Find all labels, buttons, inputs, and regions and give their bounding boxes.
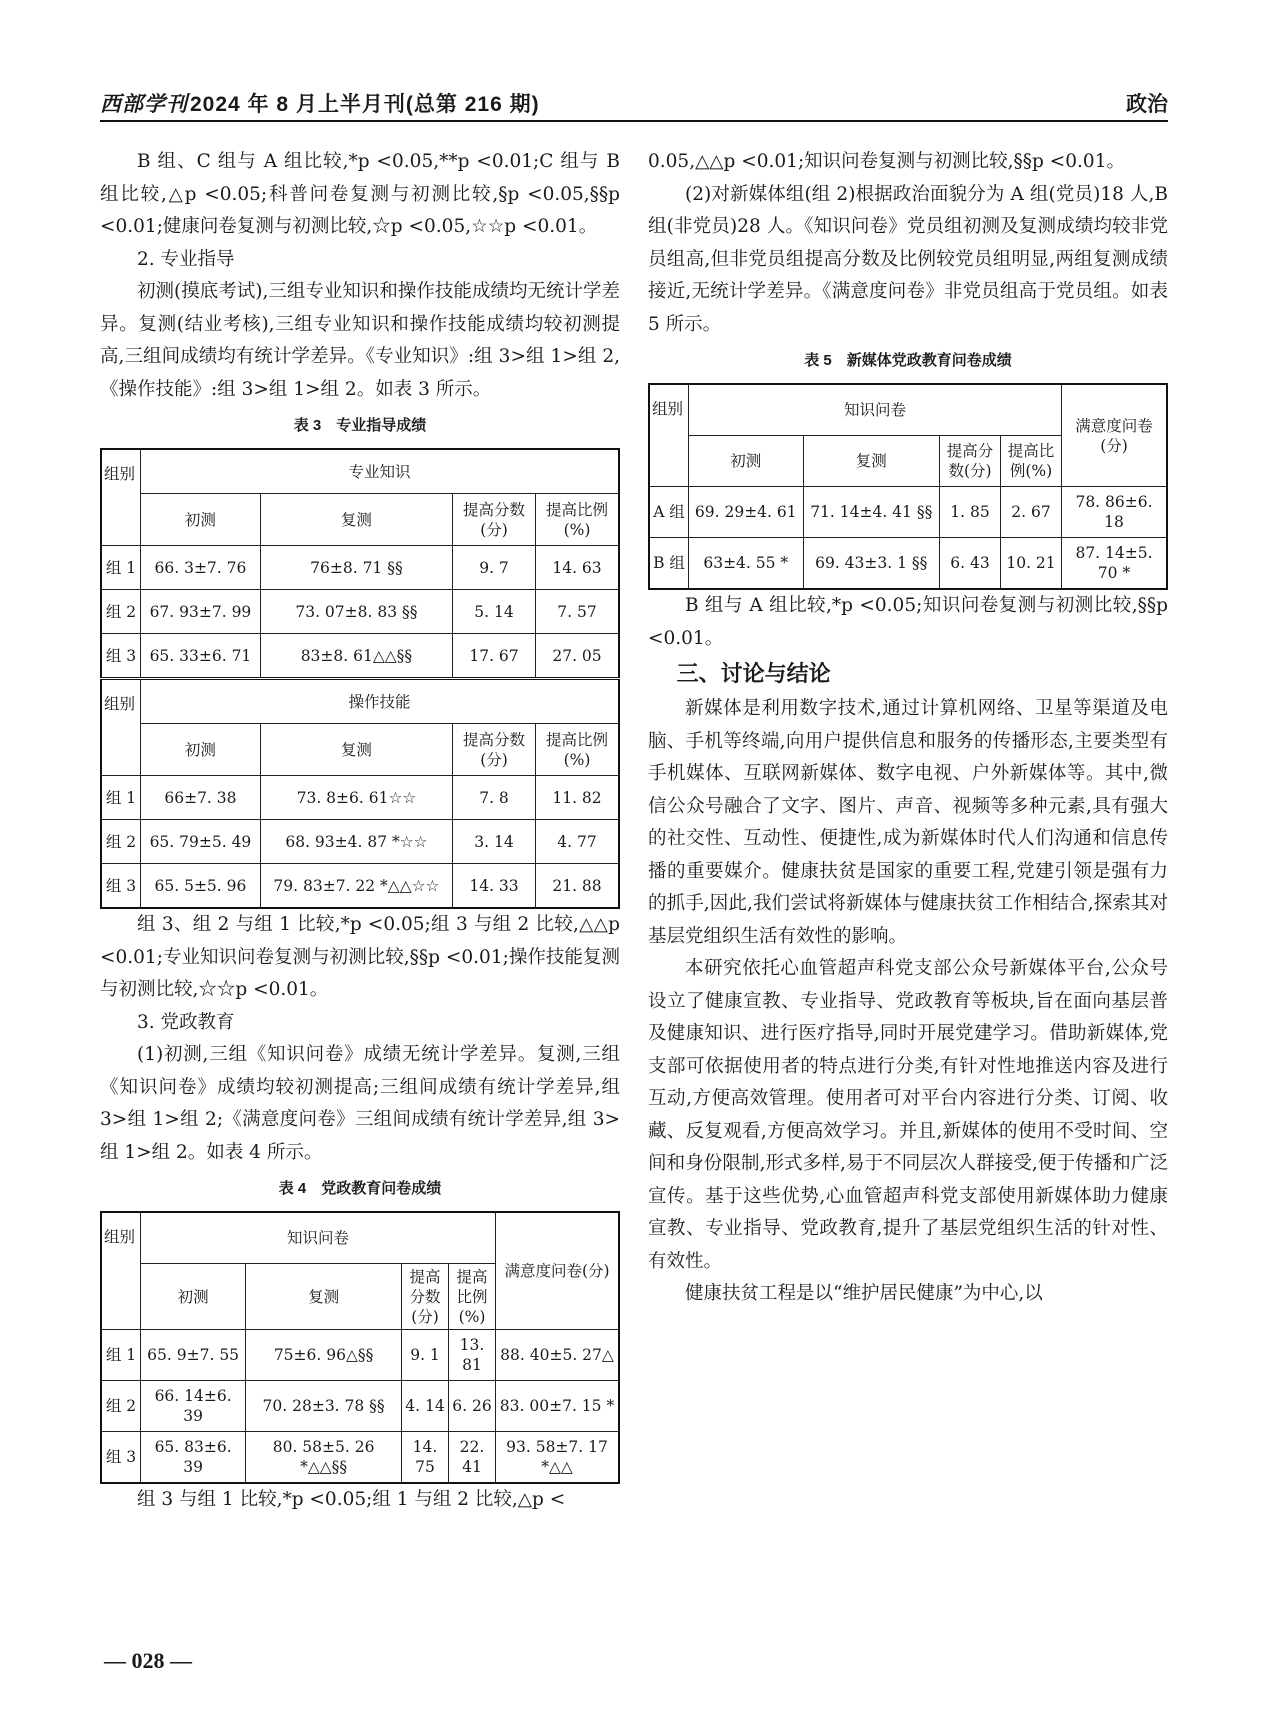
table-header: 提高分数(分) — [402, 1264, 449, 1330]
table-cell: 73. 07±8. 83 §§ — [260, 590, 452, 634]
table-row — [101, 776, 619, 820]
table-cell: 65. 79±5. 49 — [141, 820, 261, 864]
table-4-note: 组 3 与组 1 比较,*p <0.05;组 1 与组 2 比较,△p < — [137, 1489, 566, 1510]
table-cell: 67. 93±7. 99 — [141, 590, 261, 634]
table-cell: 80. 58±5. 26 *△△§§ — [246, 1432, 402, 1484]
table-cell: 14. 75 — [402, 1432, 449, 1484]
table-cell: 组 3 — [101, 634, 141, 679]
table-cell: 5. 14 — [453, 590, 536, 634]
table-cell: 83. 00±7. 15 * — [496, 1381, 620, 1432]
issue-label: 2024 年 8 月上半月刊(总第 216 期) — [190, 93, 540, 116]
table-header: 复测 — [246, 1264, 402, 1330]
table-cell: 87. 14±5. 70 * — [1062, 538, 1168, 590]
table-cell: 9. 7 — [453, 546, 536, 590]
table-cell: 7. 8 — [453, 776, 536, 820]
subheading: 2. 专业指导 — [137, 248, 235, 270]
table-cell: 14. 63 — [536, 546, 620, 590]
table-row — [101, 590, 619, 634]
table-cell: 65. 9±7. 55 — [141, 1330, 246, 1381]
journal-issue — [100, 88, 540, 118]
table-cell: 66. 14±6. 39 — [141, 1381, 246, 1432]
table-cell: 6. 26 — [449, 1381, 496, 1432]
table-header: 复测 — [260, 724, 452, 776]
table-row — [101, 1432, 619, 1484]
table-cell: 组 1 — [101, 546, 141, 590]
paragraph: 初测(摸底考试),三组专业知识和操作技能成绩均无统计学差异。复测(结业考核),三组专业知识和操作技能成绩均较初测提高,三组间成绩均有统计学差异。《专业知识》:组 3>组 1>组 2,《操作技能》:组 3>组 1>组 2。如表 3 所示。 — [100, 281, 620, 400]
table-header: 初测 — [141, 724, 261, 776]
paragraph: (1)初测,三组《知识问卷》成绩无统计学差异。复测,三组《知识问卷》成绩均较初测提高;三组间成绩有统计学差异,组 3>组 1>组 2;《满意度问卷》三组间成绩有统计学差异,组 3>组 1>组 2。如表 4 所示。 — [100, 1044, 620, 1163]
table-row — [101, 634, 619, 679]
table-row — [101, 864, 619, 909]
table-4-title: 表 4 党政教育问卷成绩 — [278, 1180, 442, 1197]
table-row — [649, 538, 1167, 590]
table-header: 操作技能 — [141, 679, 620, 724]
table-cell: 68. 93±4. 87 *☆☆ — [260, 820, 452, 864]
table-header: 组别 — [101, 1212, 141, 1330]
table-header: 满意度问卷(分) — [1062, 384, 1168, 487]
table-header: 初测 — [141, 494, 261, 546]
running-header — [100, 86, 1168, 122]
table-cell: 73. 8±6. 61☆☆ — [260, 776, 452, 820]
table-cell: 22. 41 — [449, 1432, 496, 1484]
table-cell: 组 3 — [101, 864, 141, 909]
table-cell: 69. 43±3. 1 §§ — [803, 538, 939, 590]
table-cell: 93. 58±7. 17 *△△ — [496, 1432, 620, 1484]
table-cell: 9. 1 — [402, 1330, 449, 1381]
table-cell: 70. 28±3. 78 §§ — [246, 1381, 402, 1432]
table-header: 知识问卷 — [141, 1212, 496, 1264]
table-cell: 65. 33±6. 71 — [141, 634, 261, 679]
table-3 — [100, 448, 620, 909]
table-header: 提高比例(%) — [536, 494, 620, 546]
paragraph: 新媒体是利用数字技术,通过计算机网络、卫星等渠道及电脑、手机等终端,向用户提供信息和服务的传播形态,主要类型有手机媒体、互联网新媒体、数字电视、户外新媒体等。其中,微信公众号融合了文字、图片、声音、视频等多种元素,具有强大的社交性、互动性、便捷性,成为新媒体时代人们沟通和信息传播的重要媒介。健康扶贫是国家的重要工程,党建引领是强有力的抓手,因此,我们尝试将新媒体与健康扶贫工作相结合,探索其对基层党组织生活有效性的影响。 — [648, 698, 1168, 947]
page-number: — 028 — — [104, 1648, 192, 1673]
table-cell: 组 2 — [101, 590, 141, 634]
table-cell: 6. 43 — [940, 538, 1001, 590]
table-cell: 组 1 — [101, 776, 141, 820]
table-row — [101, 1330, 619, 1381]
section-label: 政治 — [1126, 93, 1168, 116]
table-3-note: 组 3、组 2 与组 1 比较,*p <0.05;组 3 与组 2 比较,△△p <0.01;专业知识问卷复测与初测比较,§§p <0.01;操作技能复测与初测比较,☆☆p <0.01。 — [100, 914, 620, 1000]
table-cell: 组 2 — [101, 820, 141, 864]
table-3-title: 表 3 专业指导成绩 — [293, 417, 427, 434]
table-header: 提高分数(分) — [940, 436, 1001, 487]
table-cell: 14. 33 — [453, 864, 536, 909]
table-cell: 69. 29±4. 61 — [689, 487, 804, 538]
table-cell: 76±8. 71 §§ — [260, 546, 452, 590]
paragraph: 0.05,△△p <0.01;知识问卷复测与初测比较,§§p <0.01。 — [648, 151, 1125, 172]
right-column — [648, 146, 1168, 1311]
table-row — [649, 487, 1167, 538]
table-header: 提高比例(%) — [1001, 436, 1062, 487]
table-cell: 27. 05 — [536, 634, 620, 679]
table-5 — [648, 383, 1168, 590]
table-row — [101, 546, 619, 590]
table-cell: 7. 57 — [536, 590, 620, 634]
table-header: 提高分数(分) — [453, 494, 536, 546]
table-cell: 2. 67 — [1001, 487, 1062, 538]
table-header: 提高比例(%) — [536, 724, 620, 776]
table-cell: 10. 21 — [1001, 538, 1062, 590]
table-header: 专业知识 — [141, 449, 620, 494]
table-header: 组别 — [101, 449, 141, 546]
left-column — [100, 146, 620, 1517]
paragraph: (2)对新媒体组(组 2)根据政治面貌分为 A 组(党员)18 人,B 组(非党员)28 人。《知识问卷》党员组初测及复测成绩均较非党员组高,但非党员组提高分数及比例较党员组明显,两组复测成绩接近,无统计学差异。《满意度问卷》非党员组高于党员组。如表 5 所示。 — [648, 183, 1168, 335]
table-row — [101, 820, 619, 864]
journal-logo: 西部学刊 — [100, 91, 188, 116]
table-header: 提高分数(分) — [453, 724, 536, 776]
table-cell: 21. 88 — [536, 864, 620, 909]
table-header: 组别 — [101, 679, 141, 776]
table-cell: 75±6. 96△§§ — [246, 1330, 402, 1381]
paragraph: B 组、C 组与 A 组比较,*p <0.05,**p <0.01;C 组与 B 组比较,△p <0.05;科普问卷复测与初测比较,§p <0.05,§§p <0.01;健康问卷复测与初测比较,☆p <0.05,☆☆p <0.01。 — [100, 151, 620, 237]
table-cell: A 组 — [649, 487, 689, 538]
table-cell: 组 1 — [101, 1330, 141, 1381]
table-4 — [100, 1211, 620, 1484]
table-cell: 66. 3±7. 76 — [141, 546, 261, 590]
table-header: 提高比例(%) — [449, 1264, 496, 1330]
table-header: 初测 — [689, 436, 804, 487]
table-cell: 11. 82 — [536, 776, 620, 820]
table-cell: 组 2 — [101, 1381, 141, 1432]
table-header: 复测 — [260, 494, 452, 546]
table-5-note: B 组与 A 组比较,*p <0.05;知识问卷复测与初测比较,§§p <0.01。 — [648, 595, 1168, 649]
table-cell: 66±7. 38 — [141, 776, 261, 820]
table-cell: 65. 5±5. 96 — [141, 864, 261, 909]
table-cell: 3. 14 — [453, 820, 536, 864]
table-cell: 4. 14 — [402, 1381, 449, 1432]
table-cell: 1. 85 — [940, 487, 1001, 538]
table-cell: B 组 — [649, 538, 689, 590]
table-header: 知识问卷 — [689, 384, 1062, 436]
table-row — [101, 1381, 619, 1432]
table-cell: 65. 83±6. 39 — [141, 1432, 246, 1484]
table-header: 组别 — [649, 384, 689, 487]
table-cell: 79. 83±7. 22 *△△☆☆ — [260, 864, 452, 909]
paragraph: 健康扶贫工程是以“维护居民健康”为中心,以 — [685, 1283, 1043, 1304]
table-5-title: 表 5 新媒体党政教育问卷成绩 — [804, 352, 1012, 369]
table-header: 满意度问卷(分) — [496, 1212, 620, 1330]
paragraph: 本研究依托心血管超声科党支部公众号新媒体平台,公众号设立了健康宣教、专业指导、党政教育等板块,旨在面向基层普及健康知识、进行医疗指导,同时开展党建学习。借助新媒体,党支部可依据使用者的特点进行分类,有针对性地推送内容及进行互动,方便高效管理。使用者可对平台内容进行分类、订阅、收藏、反复观看,方便高效学习。并且,新媒体的使用不受时间、空间和身份限制,形式多样,易于不同层次人群接受,便于传播和广泛宣传。基于这些优势,心血管超声科党支部使用新媒体助力健康宣教、专业指导、党政教育,提升了基层党组织生活的针对性、有效性。 — [648, 958, 1168, 1272]
table-cell: 78. 86±6. 18 — [1062, 487, 1168, 538]
table-cell: 17. 67 — [453, 634, 536, 679]
table-cell: 组 3 — [101, 1432, 141, 1484]
table-cell: 13. 81 — [449, 1330, 496, 1381]
section-heading: 三、讨论与结论 — [676, 661, 831, 686]
table-cell: 88. 40±5. 27△ — [496, 1330, 620, 1381]
table-cell: 63±4. 55 * — [689, 538, 804, 590]
table-cell: 71. 14±4. 41 §§ — [803, 487, 939, 538]
table-header: 复测 — [803, 436, 939, 487]
table-cell: 4. 77 — [536, 820, 620, 864]
table-header: 初测 — [141, 1264, 246, 1330]
subheading: 3. 党政教育 — [137, 1011, 235, 1033]
table-cell: 83±8. 61△△§§ — [260, 634, 452, 679]
